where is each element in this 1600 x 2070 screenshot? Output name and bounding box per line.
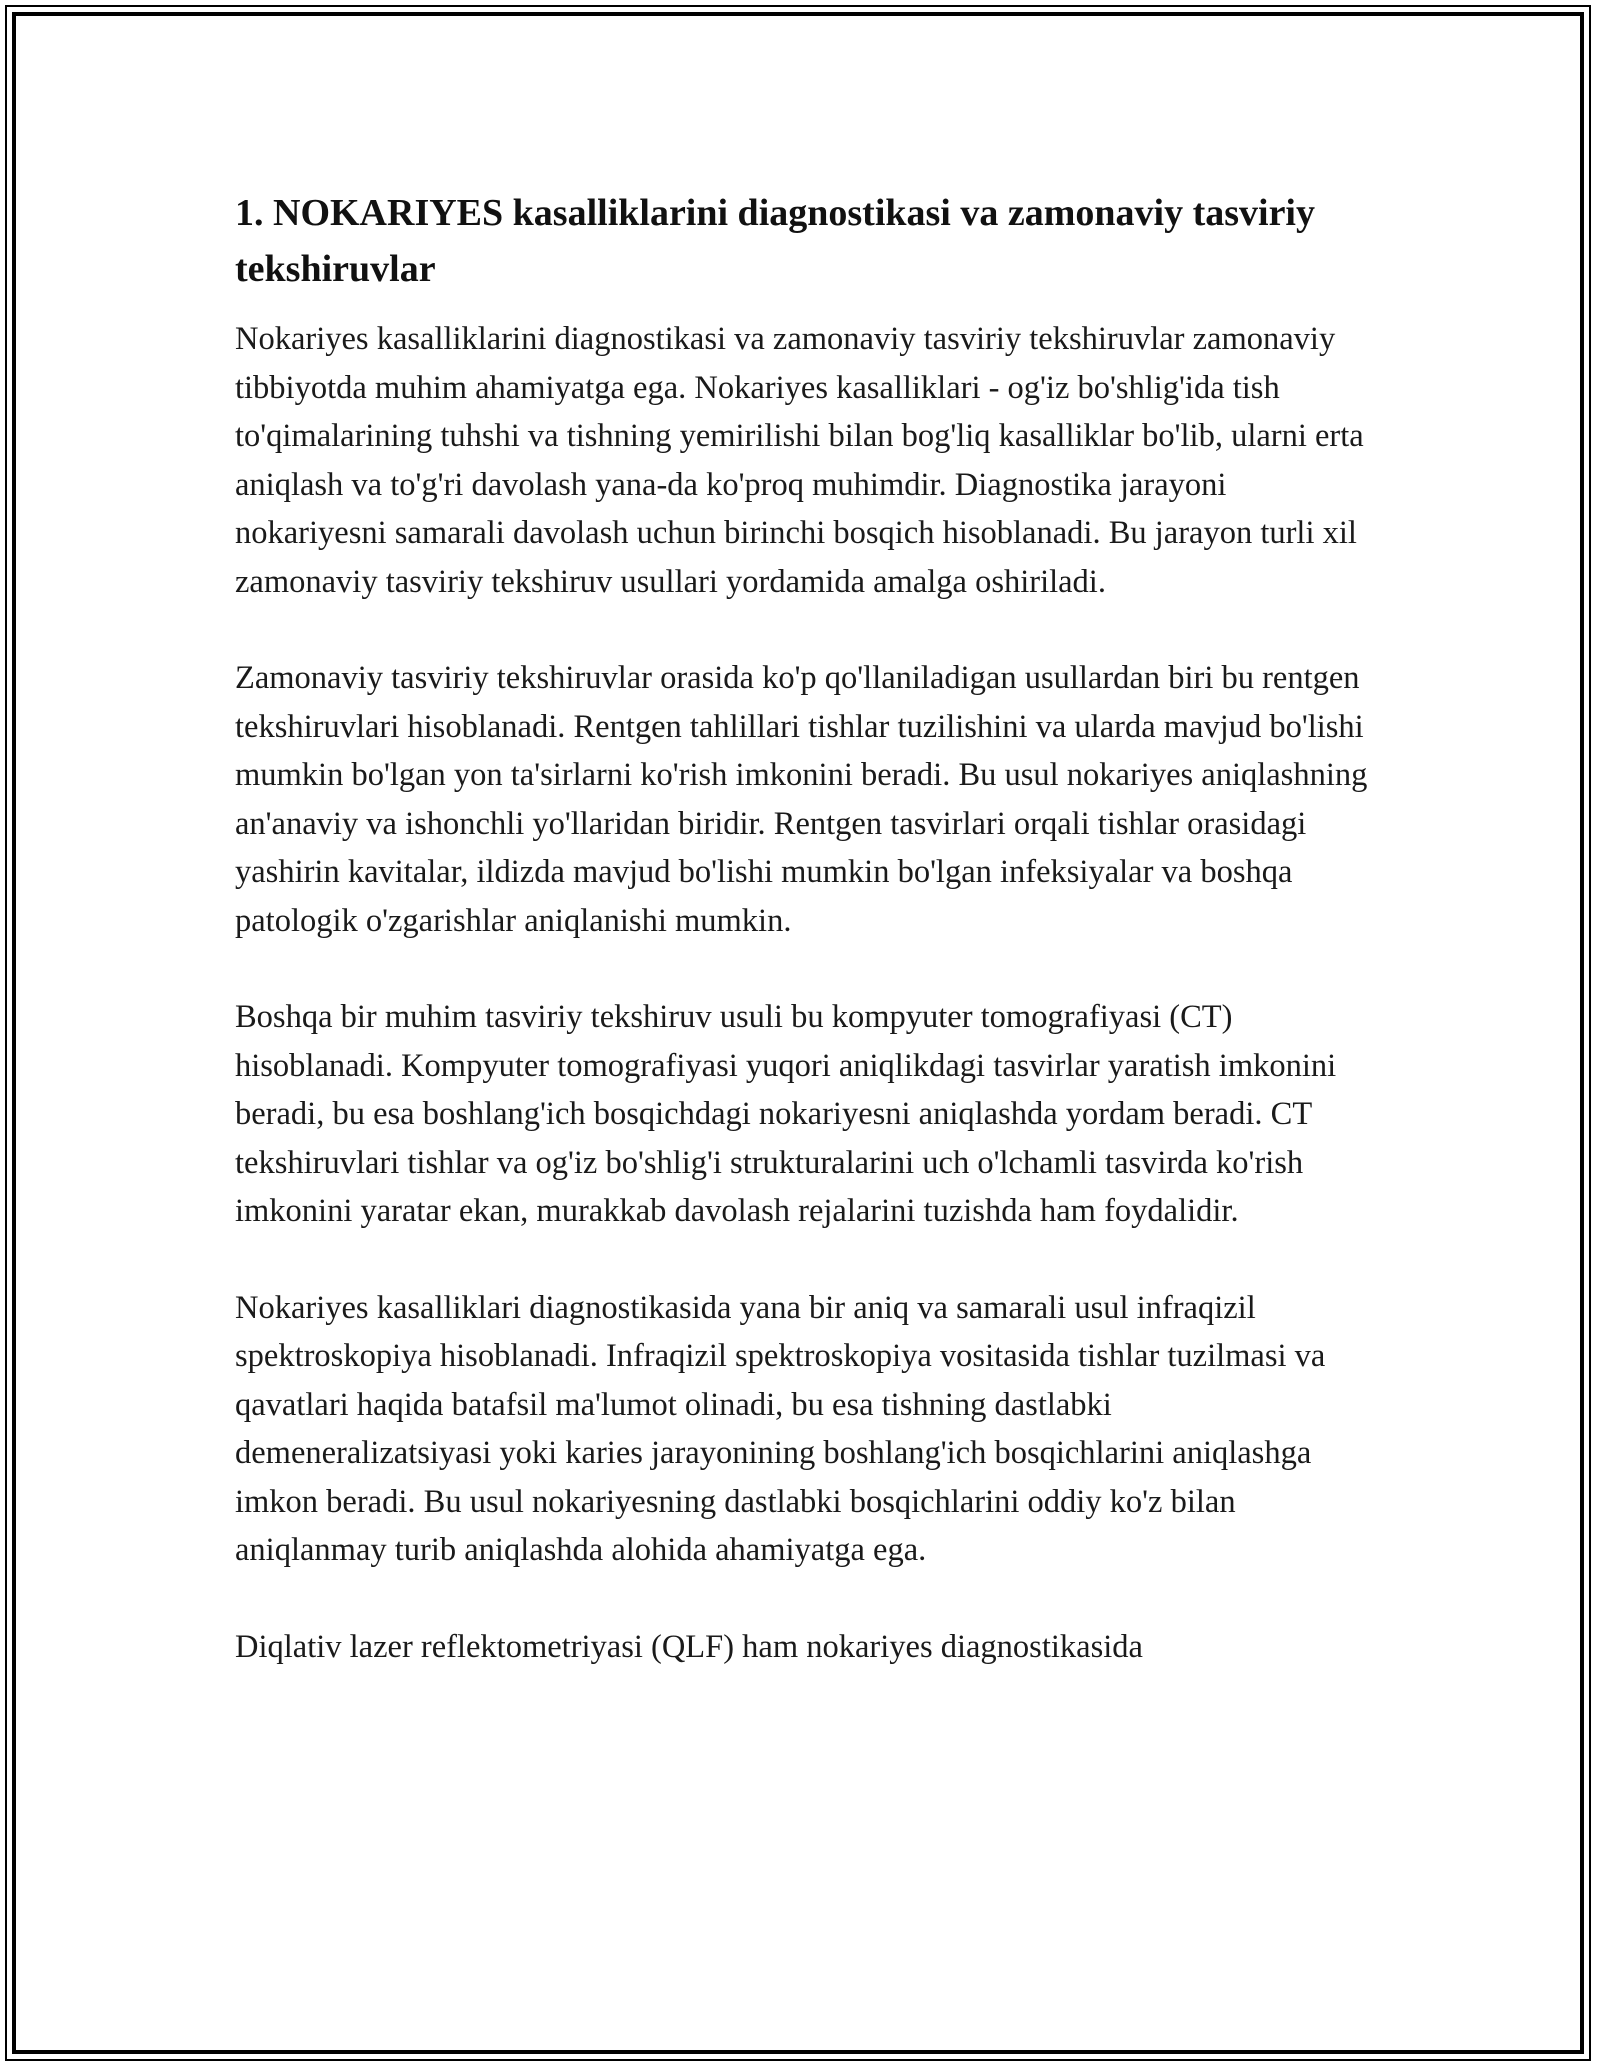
paragraph-5: Diqlativ lazer reflektometriyasi (QLF) ham nokariyes diagnostikasida <box>235 1628 1143 1665</box>
document-title: 1. NOKARIYES kasalliklarini diagnostikasi va zamonaviy tasviriy tekshiruvlar <box>235 192 1315 290</box>
paragraph-1: Nokariyes kasalliklarini diagnostikasi va zamonaviy tasviriy tekshiruvlar zamonaviy tibbiyotda muhim ahamiyatga ega. Nokariyes kasalliklari - og'iz bo'shlig'ida tish to'qimalarining tuhshi va tishning yemirilishi bilan bog'liq kasalliklar bo'lib, ularni erta aniqlash va to'g'ri davolash yana-da ko'proq muhimdir. Diagnostika jarayoni nokariyesni samarali davolash uchun birinchi bosqich hisoblanadi. Bu jarayon turli xil zamonaviy tasviriy tekshiruv usullari yordamida amalga oshiriladi. <box>235 321 1364 600</box>
paragraph-3: Boshqa bir muhim tasviriy tekshiruv usuli bu kompyuter tomografiyasi (CT) hisoblanadi. Kompyuter tomografiyasi yuqori aniqlikdagi tasvirlar yaratish imkonini beradi, bu esa boshlang'ich bosqichdagi nokariyesni aniqlashda yordam beradi. CT tekshiruvlari tishlar va og'iz bo'shlig'i strukturalarini uch o'lchamli tasvirda ko'rish imkonini yaratar ekan, murakkab davolash rejalarini tuzishda ham foydalidir. <box>235 999 1337 1229</box>
paragraph-2: Zamonaviy tasviriy tekshiruvlar orasida ko'p qo'llaniladigan usullardan biri bu rentgen tekshiruvlari hisoblanadi. Rentgen tahlillari tishlar tuzilishini va ularda mavjud bo'lishi mumkin bo'lgan yon ta'sirlarni ko'rish imkonini beradi. Bu usul nokariyes aniqlashning an'anaviy va ishonchli yo'llaridan biridir. Rentgen tasvirlari orqali tishlar orasidagi yashirin kavitalar, ildizda mavjud bo'lishi mumkin bo'lgan infeksiyalar va boshqa patologik o'zgarishlar aniqlanishi mumkin. <box>235 660 1368 939</box>
document-body <box>235 185 1375 1719</box>
paragraph-4: Nokariyes kasalliklari diagnostikasida yana bir aniq va samarali usul infraqizil spektroskopiya hisoblanadi. Infraqizil spektroskopiya vositasida tishlar tuzilmasi va qavatlari haqida batafsil ma'lumot olinadi, bu esa tishning dastlabki demeneralizatsiyasi yoki karies jarayonining boshlang'ich bosqichlarini aniqlashga imkon beradi. Bu usul nokariyesning dastlabki bosqichlarini oddiy ko'z bilan aniqlanmay turib aniqlashda alohida ahamiyatga ega. <box>235 1289 1326 1568</box>
